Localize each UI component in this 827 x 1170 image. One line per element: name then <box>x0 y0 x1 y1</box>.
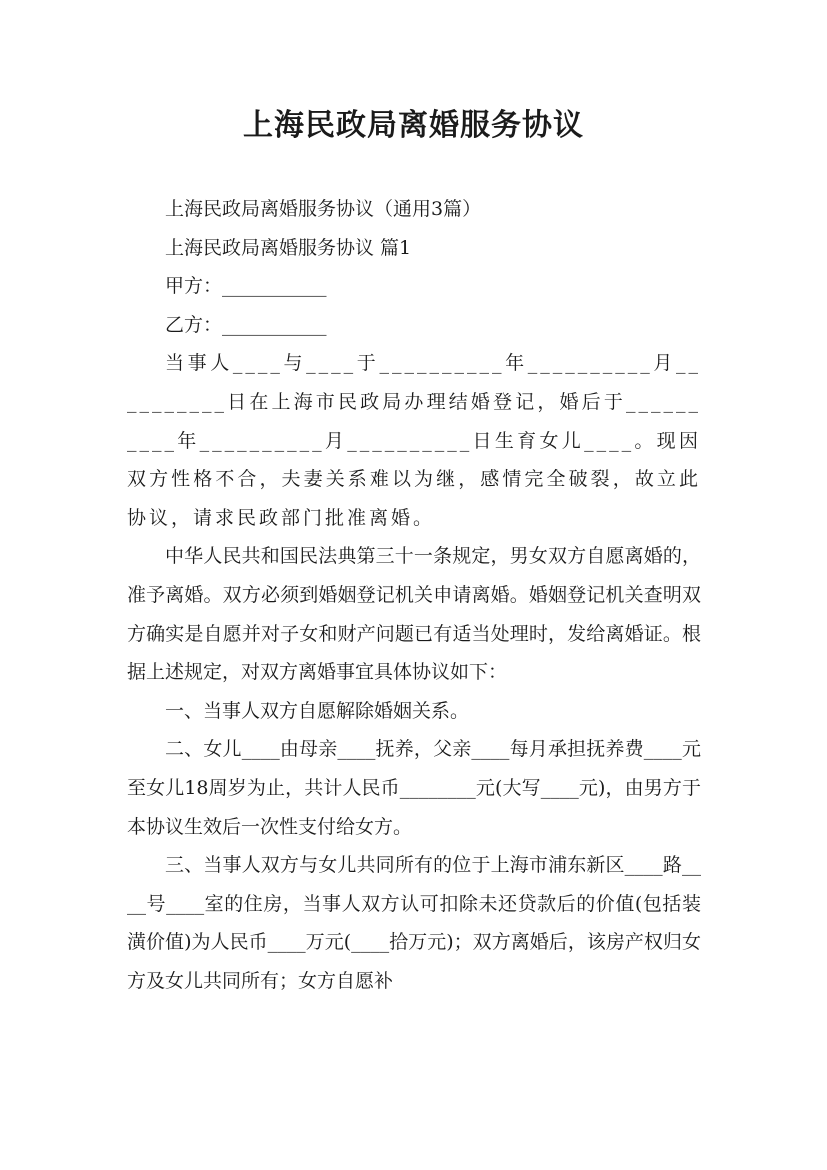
clause-3: 三、当事人双方与女儿共同所有的位于上海市浦东新区____路____号____室的住房，当事人双方认可扣除未还贷款后的价值(包括装潢价值)为人民币____万元(____拾万元)；双方离婚后，该房产权归女方及女儿共同所有；女方自愿补 <box>127 854 701 992</box>
document-body <box>127 190 701 1000</box>
paragraph-marriage-info: 当事人____与____于__________年__________月__________日在上海市民政局办理结婚登记，婚后于__________年__________月__________日生育女儿____。现因双方性格不合，夫妻关系难以为继，感情完全破裂，故立此协议，请求民政部门批准离婚。 <box>127 352 701 529</box>
subtitle-line: 上海民政局离婚服务协议（通用3篇） <box>165 198 482 220</box>
clause-1: 一、当事人双方自愿解除婚姻关系。 <box>165 699 470 722</box>
section-heading: 上海民政局离婚服务协议 篇1 <box>165 236 412 259</box>
document-title: 上海民政局离婚服务协议 <box>243 108 584 143</box>
paragraph-legal-basis: 中华人民共和国民法典第三十一条规定，男女双方自愿离婚的，准予离婚。双方必须到婚姻登记机关申请离婚。婚姻登记机关查明双方确实是自愿并对子女和财产问题已有适当处理时，发给离婚证。根据上述规定，对双方离婚事宜具体协议如下： <box>127 545 701 684</box>
party-b-line: 乙方：___________ <box>165 313 327 336</box>
party-a-line: 甲方：___________ <box>165 275 327 298</box>
clause-2: 二、女儿____由母亲____抚养，父亲____每月承担抚养费____元至女儿18周岁为止，共计人民币________元(大写____元)，由男方于本协议生效后一次性支付给女方。 <box>127 738 701 838</box>
